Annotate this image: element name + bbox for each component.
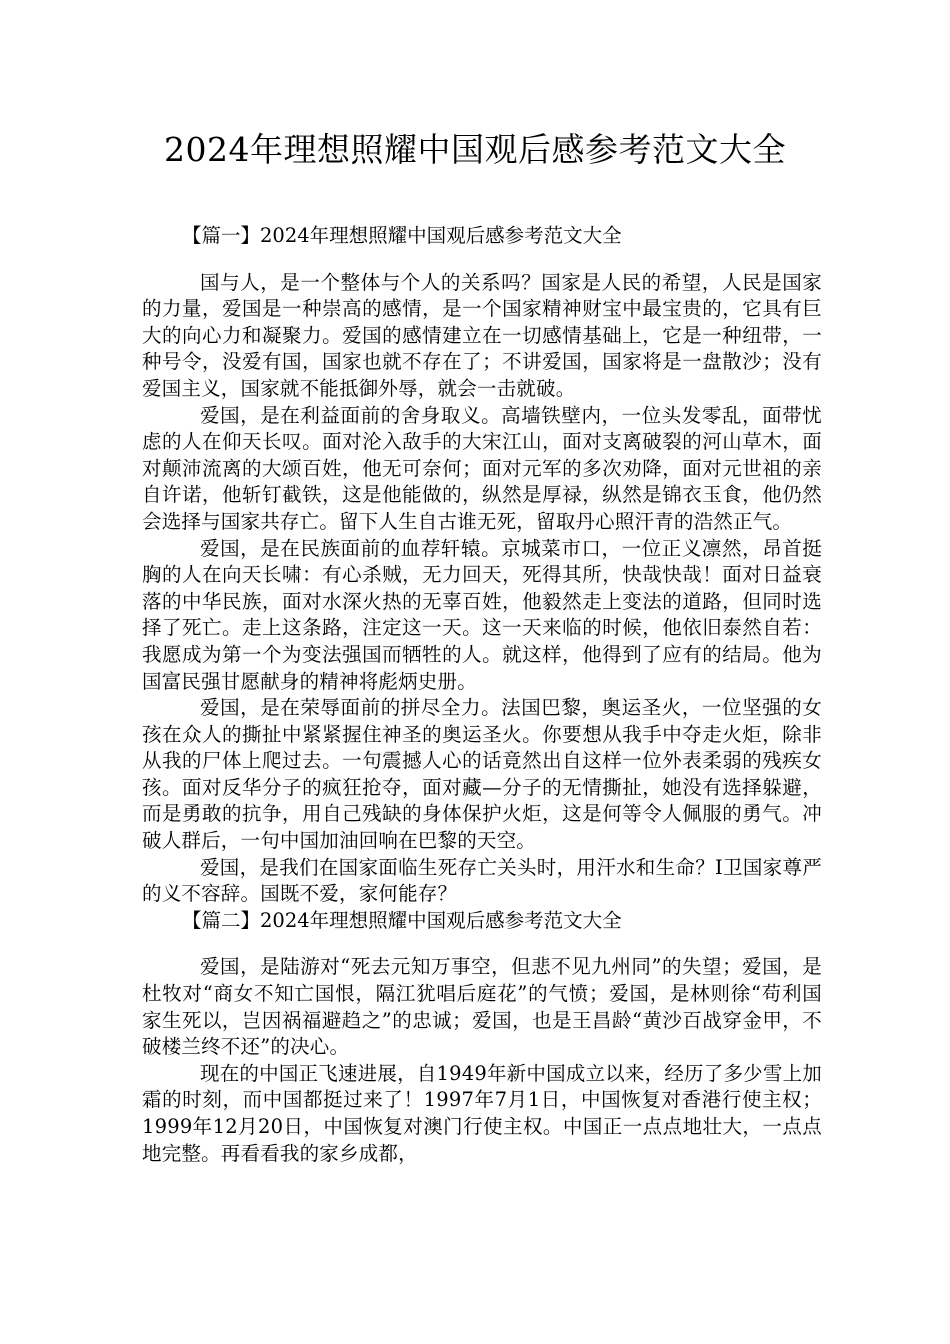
document-body — [142, 223, 822, 1167]
paragraph: 爱国，是陆游对“死去元知万事空，但悲不见九州同”的失望；爱国，是杜牧对“商女不知亡国恨，隔江犹唱后庭花”的气愤；爱国，是林则徐“苟利国家生死以，岂因祸福避趋之”的忠诚；爱国，也是王昌龄“黄沙百战穿金甲，不破楼兰终不还”的决心。 — [142, 955, 822, 1059]
paragraph: 国与人，是一个整体与个人的关系吗？国家是人民的希望，人民是国家的力量，爱国是一种崇高的感情，是一个国家精神财宝中最宝贵的，它具有巨大的向心力和凝聚力。爱国的感情建立在一切感情基础上，它是一种纽带，一种号令，没爱有国，国家也就不存在了；不讲爱国，国家将是一盘散沙；没有爱国主义，国家就不能抵御外辱，就会一击就破。 — [142, 270, 822, 400]
paragraph: 爱国，是在利益面前的舍身取义。高墙铁壁内，一位头发零乱，面带忧虑的人在仰天长叹。面对沦入敌手的大宋江山，面对支离破裂的河山草木，面对颠沛流离的大颂百姓，他无可奈何；面对元军的多次劝降，面对元世祖的亲自许诺，他斩钉截铁，这是他能做的，纵然是厚禄，纵然是锦衣玉食，他仍然会选择与国家共存亡。留下人生自古谁无死，留取丹心照汗青的浩然正气。 — [142, 403, 822, 533]
paragraph: 爱国，是在荣辱面前的拼尽全力。法国巴黎，奥运圣火，一位坚强的女孩在众人的撕扯中紧紧握住神圣的奥运圣火。你要想从我手中夺走火炬，除非从我的尸体上爬过去。一句震撼人心的话竟然出自这样一位外表柔弱的残疾女孩。面对反华分子的疯狂抢夺，面对藏—分子的无情撕扯，她没有选择躲避，而是勇敢的抗争，用自己残缺的身体保护火炬，这是何等令人佩服的勇气。冲破人群后，一句中国加油回响在巴黎的天空。 — [142, 696, 822, 853]
section-heading-1: 【篇一】2024年理想照耀中国观后感参考范文大全 — [182, 224, 622, 247]
paragraph: 爱国，是我们在国家面临生死存亡关头时，用汗水和生命？I卫国家尊严的义不容辞。国既不爱，家何能存？ — [142, 855, 822, 906]
paragraph: 爱国，是在民族面前的血荐轩辕。京城菜市口，一位正义凛然，昂首挺胸的人在向天长啸：有心杀贼，无力回天，死得其所，快哉快哉！面对日益衰落的中华民族，面对水深火热的无辜百姓，他毅然走上变法的道路，但同时选择了死亡。走上这条路，注定这一天。这一天来临的时候，他依旧泰然自若：我愿成为第一个为变法强国而牺牲的人。就这样，他得到了应有的结局。他为国富民强甘愿献身的精神将彪炳史册。 — [142, 536, 822, 693]
paragraph: 现在的中国正飞速进展，自1949年新中国成立以来，经历了多少雪上加霜的时刻，而中国都挺过来了！1997年7月1日，中国恢复对香港行使主权；1999年12月20日，中国恢复对澳门行使主权。中国正一点点地壮大，一点点地完整。再看看我的家乡成都， — [142, 1061, 822, 1165]
section-heading-2: 【篇二】2024年理想照耀中国观后感参考范文大全 — [182, 908, 622, 932]
document-title: 2024年理想照耀中国观后感参考范文大全 — [164, 130, 786, 169]
